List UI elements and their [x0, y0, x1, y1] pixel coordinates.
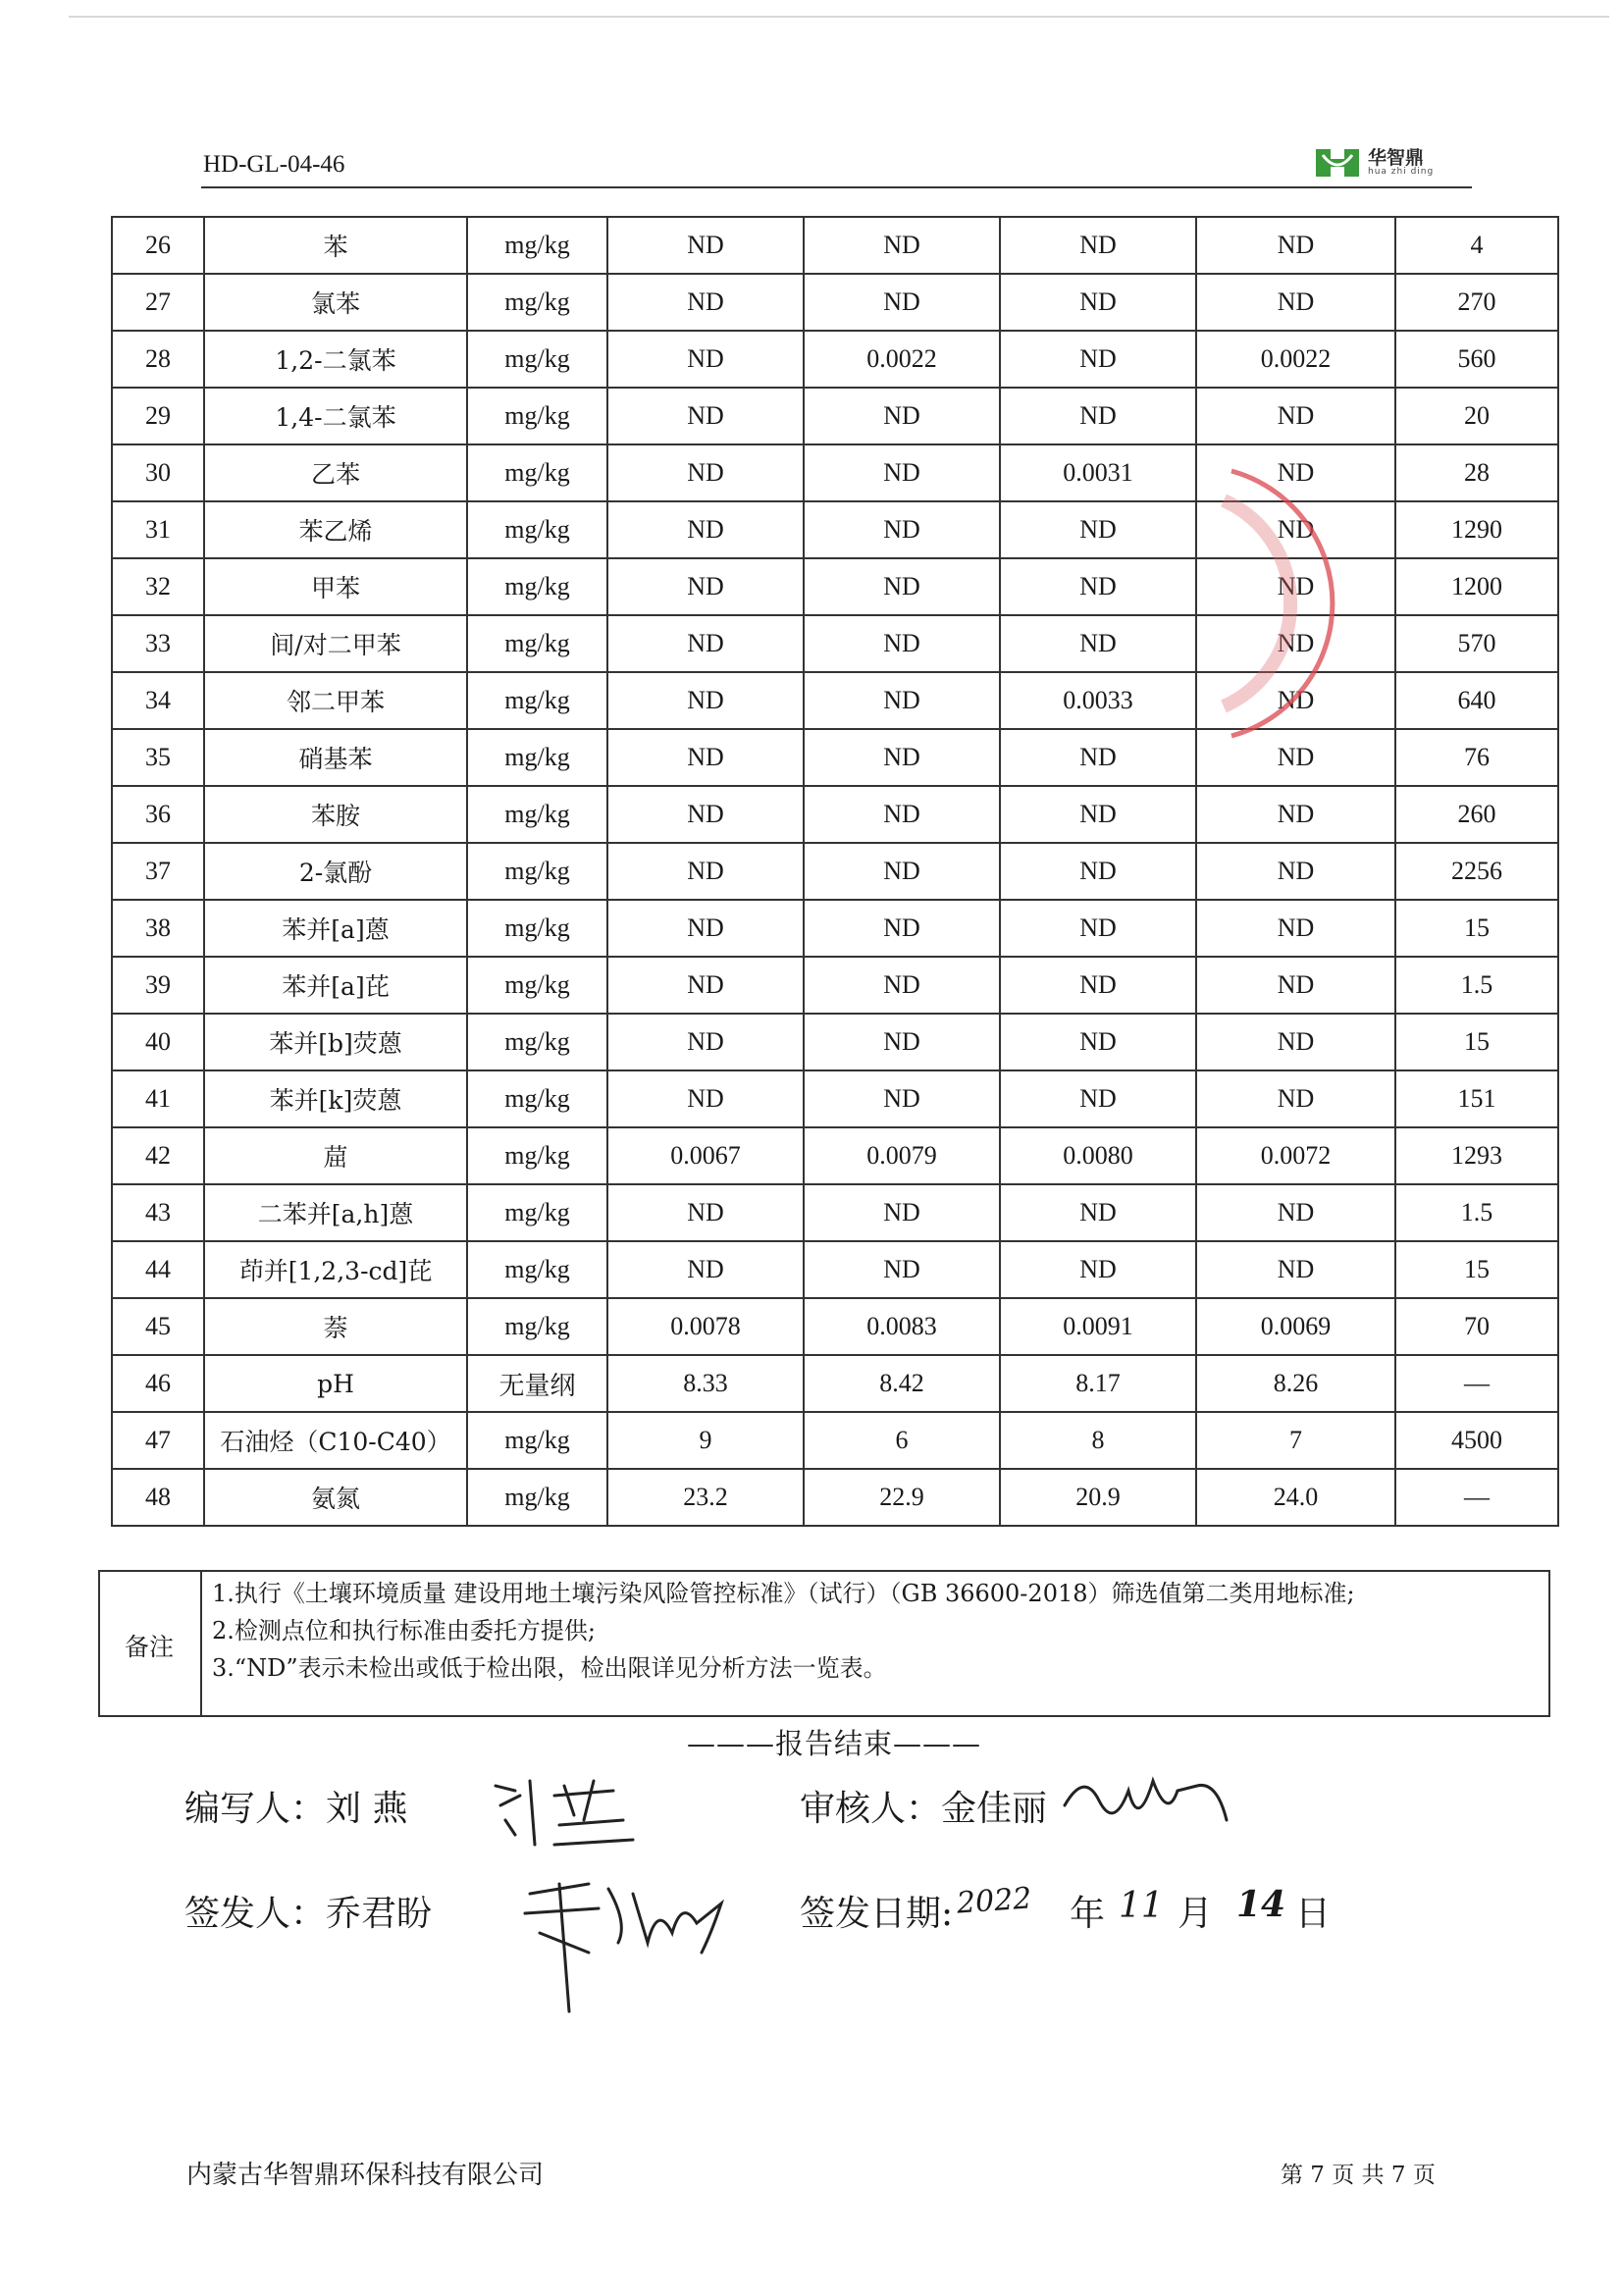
sample-2-value-cell: ND — [804, 1184, 1000, 1241]
results-table — [111, 216, 1559, 1527]
sample-2-value-cell: ND — [804, 729, 1000, 786]
sample-3-value-cell: ND — [1000, 615, 1196, 672]
analyte-name-cell: 氨氮 — [204, 1469, 467, 1526]
issuer-label: 签发人：乔君盼 — [184, 1894, 433, 1934]
analyte-name-cell: 石油烃（C10-C40） — [204, 1412, 467, 1469]
screening-limit-cell: 260 — [1395, 786, 1558, 843]
row-number-cell: 35 — [112, 729, 204, 786]
remark-line-2: 2.检测点位和执行标准由委托方提供; — [212, 1617, 596, 1644]
unit-cell: mg/kg — [467, 1014, 607, 1070]
unit-cell: mg/kg — [467, 501, 607, 558]
sample-3-value-cell: ND — [1000, 274, 1196, 331]
sample-3-value-cell: 0.0080 — [1000, 1127, 1196, 1184]
sample-4-value-cell: 0.0069 — [1196, 1298, 1395, 1355]
sample-4-value-cell: ND — [1196, 444, 1395, 501]
table-row — [112, 1241, 1558, 1298]
table-row — [112, 1298, 1558, 1355]
row-number-cell: 48 — [112, 1469, 204, 1526]
row-number-cell: 30 — [112, 444, 204, 501]
document-id: HD-GL-04-46 — [203, 151, 345, 178]
analyte-name-cell: pH — [204, 1355, 467, 1412]
screening-limit-cell: 28 — [1395, 444, 1558, 501]
unit-cell: 无量纲 — [467, 1355, 607, 1412]
sample-4-value-cell: ND — [1196, 388, 1395, 444]
row-number-cell: 27 — [112, 274, 204, 331]
remarks-content — [212, 1575, 1546, 1687]
row-number-cell: 46 — [112, 1355, 204, 1412]
sample-1-value-cell: ND — [607, 900, 804, 957]
sample-2-value-cell: ND — [804, 786, 1000, 843]
table-row — [112, 274, 1558, 331]
issue-date-day: 14 — [1236, 1884, 1286, 1925]
logo-english-name: hua zhi ding — [1368, 167, 1435, 177]
unit-cell: mg/kg — [467, 1469, 607, 1526]
sample-4-value-cell: ND — [1196, 501, 1395, 558]
sample-1-value-cell: ND — [607, 1241, 804, 1298]
screening-limit-cell: 4 — [1395, 217, 1558, 274]
writer-label: 编写人：刘 燕 — [184, 1789, 408, 1829]
screening-limit-cell: 560 — [1395, 331, 1558, 388]
sample-4-value-cell: ND — [1196, 843, 1395, 900]
sample-3-value-cell: ND — [1000, 957, 1196, 1014]
screening-limit-cell: 15 — [1395, 1014, 1558, 1070]
row-number-cell: 29 — [112, 388, 204, 444]
row-number-cell: 28 — [112, 331, 204, 388]
unit-cell: mg/kg — [467, 900, 607, 957]
table-row — [112, 1127, 1558, 1184]
screening-limit-cell: 70 — [1395, 1298, 1558, 1355]
row-number-cell: 38 — [112, 900, 204, 957]
screening-limit-cell: — — [1395, 1355, 1558, 1412]
sample-4-value-cell: ND — [1196, 274, 1395, 331]
row-number-cell: 39 — [112, 957, 204, 1014]
sample-4-value-cell: ND — [1196, 217, 1395, 274]
sample-2-value-cell: ND — [804, 217, 1000, 274]
row-number-cell: 42 — [112, 1127, 204, 1184]
sample-2-value-cell: ND — [804, 957, 1000, 1014]
screening-limit-cell: 640 — [1395, 672, 1558, 729]
sample-4-value-cell: ND — [1196, 729, 1395, 786]
sample-1-value-cell: 9 — [607, 1412, 804, 1469]
row-number-cell: 43 — [112, 1184, 204, 1241]
screening-limit-cell: 15 — [1395, 900, 1558, 957]
table-row — [112, 900, 1558, 957]
sample-4-value-cell: ND — [1196, 786, 1395, 843]
analyte-name-cell: 甲苯 — [204, 558, 467, 615]
sample-2-value-cell: 8.42 — [804, 1355, 1000, 1412]
sample-4-value-cell: 8.26 — [1196, 1355, 1395, 1412]
table-row — [112, 217, 1558, 274]
logo-chinese-name: 华智鼎 — [1368, 147, 1425, 169]
screening-limit-cell: 76 — [1395, 729, 1558, 786]
unit-cell: mg/kg — [467, 1412, 607, 1469]
unit-cell: mg/kg — [467, 558, 607, 615]
table-row — [112, 1184, 1558, 1241]
sample-3-value-cell: ND — [1000, 843, 1196, 900]
unit-cell: mg/kg — [467, 331, 607, 388]
sample-2-value-cell: ND — [804, 1070, 1000, 1127]
sample-4-value-cell: ND — [1196, 1070, 1395, 1127]
reviewer-label: 审核人：金佳丽 — [800, 1789, 1048, 1829]
table-row — [112, 1355, 1558, 1412]
row-number-cell: 31 — [112, 501, 204, 558]
analyte-name-cell: 邻二甲苯 — [204, 672, 467, 729]
sample-1-value-cell: ND — [607, 1184, 804, 1241]
sample-3-value-cell: ND — [1000, 1184, 1196, 1241]
analyte-name-cell: 苯并[a]芘 — [204, 957, 467, 1014]
row-number-cell: 32 — [112, 558, 204, 615]
screening-limit-cell: 1290 — [1395, 501, 1558, 558]
unit-cell: mg/kg — [467, 1241, 607, 1298]
table-row — [112, 1070, 1558, 1127]
sample-4-value-cell: ND — [1196, 672, 1395, 729]
screening-limit-cell: 270 — [1395, 274, 1558, 331]
remarks-divider — [200, 1570, 202, 1717]
sample-2-value-cell: 0.0022 — [804, 331, 1000, 388]
unit-cell: mg/kg — [467, 444, 607, 501]
scan-top-edge — [69, 16, 1609, 18]
issue-date-day-char: 日 — [1295, 1894, 1332, 1934]
analyte-name-cell: 茚并[1,2,3-cd]芘 — [204, 1241, 467, 1298]
sample-3-value-cell: ND — [1000, 786, 1196, 843]
row-number-cell: 33 — [112, 615, 204, 672]
screening-limit-cell: 1.5 — [1395, 957, 1558, 1014]
sample-1-value-cell: ND — [607, 501, 804, 558]
reviewer-signature-image — [1060, 1761, 1236, 1850]
company-logo — [1313, 143, 1470, 183]
row-number-cell: 37 — [112, 843, 204, 900]
screening-limit-cell: 4500 — [1395, 1412, 1558, 1469]
row-number-cell: 44 — [112, 1241, 204, 1298]
sample-3-value-cell: ND — [1000, 1241, 1196, 1298]
sample-4-value-cell: 7 — [1196, 1412, 1395, 1469]
screening-limit-cell: 570 — [1395, 615, 1558, 672]
sample-1-value-cell: ND — [607, 729, 804, 786]
analyte-name-cell: 1,4-二氯苯 — [204, 388, 467, 444]
sample-2-value-cell: 22.9 — [804, 1469, 1000, 1526]
sample-3-value-cell: ND — [1000, 729, 1196, 786]
sample-1-value-cell: ND — [607, 843, 804, 900]
analyte-name-cell: 苯乙烯 — [204, 501, 467, 558]
table-row — [112, 957, 1558, 1014]
table-row — [112, 1469, 1558, 1526]
company-seal-stamp — [1202, 461, 1369, 746]
footer-page-number: 第 7 页 共 7 页 — [1281, 2163, 1436, 2188]
sample-4-value-cell: 24.0 — [1196, 1469, 1395, 1526]
sample-3-value-cell: ND — [1000, 331, 1196, 388]
screening-limit-cell: 15 — [1395, 1241, 1558, 1298]
sample-3-value-cell: 0.0031 — [1000, 444, 1196, 501]
row-number-cell: 45 — [112, 1298, 204, 1355]
analyte-name-cell: 二苯并[a,h]蒽 — [204, 1184, 467, 1241]
footer-company-name: 内蒙古华智鼎环保科技有限公司 — [186, 2161, 545, 2190]
sample-1-value-cell: ND — [607, 444, 804, 501]
unit-cell: mg/kg — [467, 1298, 607, 1355]
logo-mark-icon — [1313, 145, 1362, 181]
sample-4-value-cell: ND — [1196, 1241, 1395, 1298]
unit-cell: mg/kg — [467, 843, 607, 900]
sample-1-value-cell: ND — [607, 274, 804, 331]
sample-4-value-cell: ND — [1196, 1184, 1395, 1241]
sample-3-value-cell: 20.9 — [1000, 1469, 1196, 1526]
sample-2-value-cell: ND — [804, 501, 1000, 558]
sample-2-value-cell: 6 — [804, 1412, 1000, 1469]
sample-3-value-cell: ND — [1000, 558, 1196, 615]
row-number-cell: 26 — [112, 217, 204, 274]
screening-limit-cell: 1.5 — [1395, 1184, 1558, 1241]
sample-3-value-cell: ND — [1000, 217, 1196, 274]
analyte-name-cell: 苯 — [204, 217, 467, 274]
screening-limit-cell: 2256 — [1395, 843, 1558, 900]
unit-cell: mg/kg — [467, 388, 607, 444]
analyte-name-cell: 1,2-二氯苯 — [204, 331, 467, 388]
sample-4-value-cell: ND — [1196, 900, 1395, 957]
analyte-name-cell: 2-氯酚 — [204, 843, 467, 900]
table-row — [112, 843, 1558, 900]
sample-3-value-cell: 0.0033 — [1000, 672, 1196, 729]
table-row — [112, 786, 1558, 843]
issue-date-label: 签发日期: — [800, 1894, 954, 1934]
sample-4-value-cell: 0.0072 — [1196, 1127, 1395, 1184]
sample-1-value-cell: 23.2 — [607, 1469, 804, 1526]
row-number-cell: 34 — [112, 672, 204, 729]
analyte-name-cell: 䓛 — [204, 1127, 467, 1184]
analyte-name-cell: 硝基苯 — [204, 729, 467, 786]
row-number-cell: 40 — [112, 1014, 204, 1070]
table-row — [112, 1014, 1558, 1070]
analyte-name-cell: 苯胺 — [204, 786, 467, 843]
sample-3-value-cell: 0.0091 — [1000, 1298, 1196, 1355]
analyte-name-cell: 苯并[b]荧蒽 — [204, 1014, 467, 1070]
screening-limit-cell: 151 — [1395, 1070, 1558, 1127]
remark-line-3: 3.“ND”表示未检出或低于检出限，检出限详见分析方法一览表。 — [212, 1654, 887, 1682]
sample-3-value-cell: ND — [1000, 388, 1196, 444]
sample-2-value-cell: 0.0083 — [804, 1298, 1000, 1355]
row-number-cell: 41 — [112, 1070, 204, 1127]
issue-date-month: 11 — [1119, 1886, 1164, 1926]
sample-2-value-cell: ND — [804, 444, 1000, 501]
sample-1-value-cell: ND — [607, 1070, 804, 1127]
analyte-name-cell: 苯并[k]荧蒽 — [204, 1070, 467, 1127]
remarks-label: 备注 — [124, 1633, 174, 1661]
sample-1-value-cell: 8.33 — [607, 1355, 804, 1412]
unit-cell: mg/kg — [467, 729, 607, 786]
sample-2-value-cell: ND — [804, 672, 1000, 729]
sample-2-value-cell: ND — [804, 1014, 1000, 1070]
analyte-name-cell: 氯苯 — [204, 274, 467, 331]
screening-limit-cell: 20 — [1395, 388, 1558, 444]
issuer-signature-image — [510, 1864, 736, 2021]
unit-cell: mg/kg — [467, 786, 607, 843]
table-row — [112, 1412, 1558, 1469]
screening-limit-cell: — — [1395, 1469, 1558, 1526]
report-end-marker: ———报告结束——— — [687, 1727, 982, 1760]
unit-cell: mg/kg — [467, 1127, 607, 1184]
unit-cell: mg/kg — [467, 217, 607, 274]
sample-2-value-cell: ND — [804, 558, 1000, 615]
sample-4-value-cell: ND — [1196, 615, 1395, 672]
sample-1-value-cell: 0.0067 — [607, 1127, 804, 1184]
row-number-cell: 47 — [112, 1412, 204, 1469]
unit-cell: mg/kg — [467, 1070, 607, 1127]
sample-1-value-cell: 0.0078 — [607, 1298, 804, 1355]
sample-1-value-cell: ND — [607, 1014, 804, 1070]
sample-1-value-cell: ND — [607, 331, 804, 388]
sample-3-value-cell: 8 — [1000, 1412, 1196, 1469]
sample-3-value-cell: 8.17 — [1000, 1355, 1196, 1412]
table-row — [112, 331, 1558, 388]
table-row — [112, 388, 1558, 444]
issue-date-year: 2022 — [955, 1881, 1033, 1921]
issue-date-month-char: 月 — [1178, 1894, 1214, 1934]
remark-line-1: 1.执行《土壤环境质量 建设用地土壤污染风险管控标准》（试行）（GB 36600-2018）筛选值第二类用地标准; — [212, 1580, 1355, 1607]
header-rule — [201, 186, 1472, 188]
sample-4-value-cell: ND — [1196, 1014, 1395, 1070]
row-number-cell: 36 — [112, 786, 204, 843]
sample-3-value-cell: ND — [1000, 1070, 1196, 1127]
unit-cell: mg/kg — [467, 1184, 607, 1241]
sample-3-value-cell: ND — [1000, 501, 1196, 558]
screening-limit-cell: 1293 — [1395, 1127, 1558, 1184]
sample-2-value-cell: ND — [804, 615, 1000, 672]
sample-4-value-cell: ND — [1196, 558, 1395, 615]
analyte-name-cell: 间/对二甲苯 — [204, 615, 467, 672]
sample-2-value-cell: ND — [804, 388, 1000, 444]
sample-1-value-cell: ND — [607, 217, 804, 274]
screening-limit-cell: 1200 — [1395, 558, 1558, 615]
writer-signature-image — [486, 1766, 643, 1854]
sample-3-value-cell: ND — [1000, 1014, 1196, 1070]
sample-2-value-cell: ND — [804, 900, 1000, 957]
sample-1-value-cell: ND — [607, 388, 804, 444]
sample-4-value-cell: 0.0022 — [1196, 331, 1395, 388]
sample-3-value-cell: ND — [1000, 900, 1196, 957]
unit-cell: mg/kg — [467, 615, 607, 672]
sample-2-value-cell: 0.0079 — [804, 1127, 1000, 1184]
sample-2-value-cell: ND — [804, 274, 1000, 331]
unit-cell: mg/kg — [467, 957, 607, 1014]
sample-1-value-cell: ND — [607, 957, 804, 1014]
sample-4-value-cell: ND — [1196, 957, 1395, 1014]
analyte-name-cell: 萘 — [204, 1298, 467, 1355]
issue-date-year-char: 年 — [1070, 1894, 1106, 1934]
sample-1-value-cell: ND — [607, 786, 804, 843]
sample-1-value-cell: ND — [607, 672, 804, 729]
sample-2-value-cell: ND — [804, 1241, 1000, 1298]
sample-1-value-cell: ND — [607, 558, 804, 615]
sample-2-value-cell: ND — [804, 843, 1000, 900]
unit-cell: mg/kg — [467, 672, 607, 729]
sample-1-value-cell: ND — [607, 615, 804, 672]
analyte-name-cell: 苯并[a]蒽 — [204, 900, 467, 957]
unit-cell: mg/kg — [467, 274, 607, 331]
analyte-name-cell: 乙苯 — [204, 444, 467, 501]
